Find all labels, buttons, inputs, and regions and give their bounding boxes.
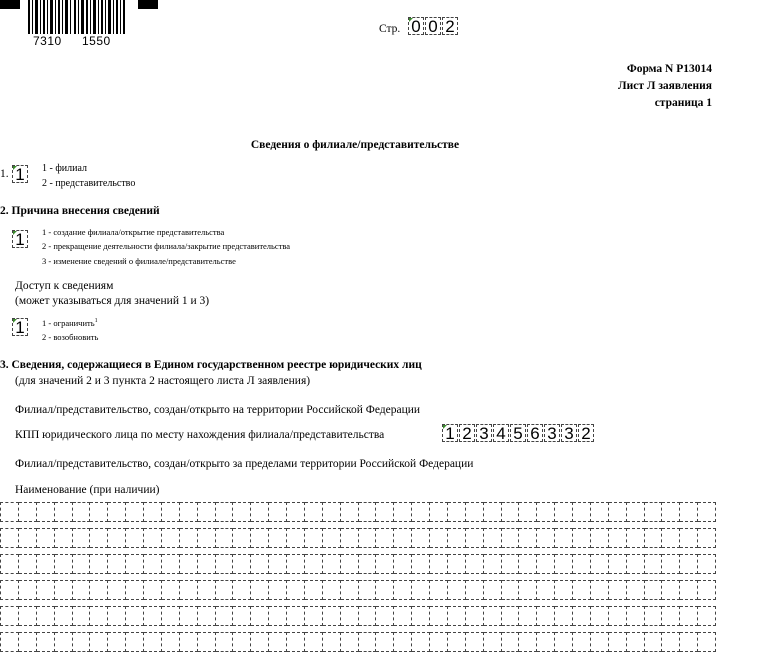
name-grid-cell[interactable]: [609, 632, 627, 652]
name-grid-cell[interactable]: [502, 528, 520, 548]
name-grid-cell[interactable]: [198, 554, 216, 574]
name-grid-cell[interactable]: [430, 554, 448, 574]
name-grid-cell[interactable]: [502, 632, 520, 652]
name-grid-cell[interactable]: [73, 632, 91, 652]
name-grid-cell[interactable]: [73, 528, 91, 548]
form-number: Форма N Р13014: [626, 63, 712, 75]
name-grid-cell[interactable]: [37, 554, 55, 574]
name-grid-cell[interactable]: [341, 554, 359, 574]
name-grid-cell[interactable]: [180, 606, 198, 626]
name-grid-cell[interactable]: [108, 606, 126, 626]
name-grid-cell[interactable]: [662, 554, 680, 574]
name-grid-cell[interactable]: [108, 502, 126, 522]
name-grid-cell[interactable]: [412, 580, 430, 600]
name-label: Наименование (при наличии): [15, 484, 160, 496]
name-grid-cell[interactable]: [645, 502, 663, 522]
name-grid-cell[interactable]: [466, 580, 484, 600]
name-grid-row[interactable]: [0, 554, 716, 574]
name-grid-cell[interactable]: [555, 632, 573, 652]
name-grid-cell[interactable]: [108, 554, 126, 574]
name-grid-cell[interactable]: [287, 580, 305, 600]
name-grid-cell[interactable]: [37, 632, 55, 652]
name-grid-cell[interactable]: [323, 632, 341, 652]
name-grid-cell[interactable]: [645, 632, 663, 652]
name-grid-row[interactable]: [0, 632, 716, 652]
name-grid-cell[interactable]: [251, 554, 269, 574]
name-grid-cell[interactable]: [269, 528, 287, 548]
name-grid-cell[interactable]: [73, 554, 91, 574]
name-grid-cell[interactable]: [341, 632, 359, 652]
name-grid-cell[interactable]: [537, 528, 555, 548]
section2-option-3: 3 - изменение сведений о филиале/представительстве: [42, 256, 236, 266]
name-grid-cell[interactable]: [448, 580, 466, 600]
name-grid-cell[interactable]: [180, 632, 198, 652]
name-grid-cell[interactable]: [412, 632, 430, 652]
name-grid-cell[interactable]: [305, 502, 323, 522]
name-grid-cell[interactable]: [269, 502, 287, 522]
name-grid-cell[interactable]: [537, 632, 555, 652]
name-grid-cell[interactable]: [269, 554, 287, 574]
access-field[interactable]: [12, 318, 29, 336]
name-grid-cell[interactable]: [412, 528, 430, 548]
name-grid-cell[interactable]: [287, 606, 305, 626]
name-grid-cell[interactable]: [680, 606, 698, 626]
name-grid-cell[interactable]: [573, 502, 591, 522]
sheet-page: страница 1: [654, 97, 712, 109]
section1-option-1: 1 - филиал: [42, 163, 88, 174]
name-grid-cell[interactable]: [305, 606, 323, 626]
name-grid-cell[interactable]: [376, 606, 394, 626]
foreign-territory-line: Филиал/представительство, создан/открыто за пределами территории Российской Федерации: [15, 458, 474, 470]
page-digit: 2: [442, 17, 458, 35]
name-grid-cell[interactable]: [162, 554, 180, 574]
name-grid-cell[interactable]: [680, 554, 698, 574]
name-grid-cell[interactable]: [341, 502, 359, 522]
page-digit: 0: [425, 17, 441, 35]
name-grid-cell[interactable]: [126, 606, 144, 626]
name-grid-cell[interactable]: [287, 502, 305, 522]
name-grid-cell[interactable]: [0, 580, 19, 600]
name-grid-cell[interactable]: [55, 554, 73, 574]
name-grid-cell[interactable]: [537, 606, 555, 626]
name-grid-cell[interactable]: [662, 606, 680, 626]
name-grid-cell[interactable]: [376, 502, 394, 522]
name-grid-cell[interactable]: [412, 502, 430, 522]
kpp-digit: 6: [527, 424, 543, 442]
name-grid-cell[interactable]: [430, 580, 448, 600]
page-label: Стр.: [379, 23, 401, 35]
name-grid-cell[interactable]: [0, 528, 19, 548]
name-grid-cell[interactable]: [680, 632, 698, 652]
name-grid-cell[interactable]: [466, 528, 484, 548]
footnote-mark: 1: [94, 318, 98, 325]
name-grid-cell[interactable]: [251, 528, 269, 548]
name-grid-cell[interactable]: [198, 580, 216, 600]
name-grid-cell[interactable]: [144, 502, 162, 522]
name-grid-cell[interactable]: [287, 632, 305, 652]
name-grid-cell[interactable]: [394, 606, 412, 626]
name-grid-cell[interactable]: [323, 580, 341, 600]
name-grid-cell[interactable]: [216, 606, 234, 626]
name-grid-cell[interactable]: [519, 580, 537, 600]
name-grid-cell[interactable]: [37, 528, 55, 548]
name-grid-cell[interactable]: [269, 606, 287, 626]
name-grid-cell[interactable]: [198, 528, 216, 548]
name-grid-cell[interactable]: [359, 554, 377, 574]
name-grid-cell[interactable]: [412, 606, 430, 626]
name-grid-cell[interactable]: [144, 606, 162, 626]
name-grid-cell[interactable]: [609, 580, 627, 600]
name-grid-cell[interactable]: [73, 580, 91, 600]
name-grid-cell[interactable]: [233, 528, 251, 548]
name-grid-cell[interactable]: [376, 528, 394, 548]
name-grid-cell[interactable]: [573, 528, 591, 548]
name-grid-cell[interactable]: [180, 502, 198, 522]
name-grid-cell[interactable]: [609, 554, 627, 574]
name-grid-cell[interactable]: [484, 606, 502, 626]
name-grid-cell[interactable]: [484, 502, 502, 522]
name-grid-cell[interactable]: [251, 502, 269, 522]
name-grid-cell[interactable]: [359, 502, 377, 522]
name-grid-cell[interactable]: [502, 606, 520, 626]
name-grid-cell[interactable]: [698, 502, 716, 522]
name-grid-cell[interactable]: [573, 632, 591, 652]
name-grid-cell[interactable]: [162, 502, 180, 522]
section3-subtitle: (для значений 2 и 3 пункта 2 настоящего листа Л заявления): [15, 375, 311, 387]
name-grid-row[interactable]: [0, 606, 716, 626]
name-grid-cell[interactable]: [627, 580, 645, 600]
name-grid-cell[interactable]: [609, 606, 627, 626]
name-grid-cell[interactable]: [19, 528, 37, 548]
name-grid-cell[interactable]: [573, 606, 591, 626]
name-grid-cell[interactable]: [37, 606, 55, 626]
name-grid-cell[interactable]: [591, 554, 609, 574]
name-grid-cell[interactable]: [216, 554, 234, 574]
name-grid-cell[interactable]: [198, 502, 216, 522]
rf-territory-line: Филиал/представительство, создан/открыто на территории Российской Федерации: [15, 404, 421, 416]
name-grid-cell[interactable]: [627, 632, 645, 652]
name-grid-cell[interactable]: [376, 580, 394, 600]
section2-title: 2. Причина внесения сведений: [0, 205, 160, 217]
name-grid-cell[interactable]: [591, 606, 609, 626]
name-grid-cell[interactable]: [341, 528, 359, 548]
section1-number: 1.: [0, 168, 9, 180]
name-grid-cell[interactable]: [698, 606, 716, 626]
kpp-digit: 5: [510, 424, 526, 442]
barcode-image: [24, 0, 128, 34]
name-grid-cell[interactable]: [233, 502, 251, 522]
section1-value: 1: [12, 165, 28, 183]
name-grid-cell[interactable]: [269, 580, 287, 600]
name-grid-cell[interactable]: [0, 502, 19, 522]
name-grid-cell[interactable]: [680, 580, 698, 600]
name-grid-cell[interactable]: [430, 606, 448, 626]
page-digit: 0: [408, 17, 424, 35]
name-grid-cell[interactable]: [180, 528, 198, 548]
section1-option-2: 2 - представительство: [42, 178, 136, 189]
name-grid-cell[interactable]: [19, 606, 37, 626]
name-grid-cell[interactable]: [37, 580, 55, 600]
name-grid-cell[interactable]: [73, 502, 91, 522]
name-grid-cell[interactable]: [162, 632, 180, 652]
name-grid-cell[interactable]: [430, 632, 448, 652]
sheet-name: Лист Л заявления: [618, 80, 712, 92]
name-grid-cell[interactable]: [537, 580, 555, 600]
name-grid-cell[interactable]: [55, 502, 73, 522]
barcode-number-left: 7310: [33, 34, 62, 48]
kpp-digit: 3: [476, 424, 492, 442]
name-grid-cell[interactable]: [233, 554, 251, 574]
name-grid-cell[interactable]: [466, 606, 484, 626]
name-grid-cell[interactable]: [609, 528, 627, 548]
name-grid-cell[interactable]: [555, 528, 573, 548]
name-grid-cell[interactable]: [305, 554, 323, 574]
name-grid-cell[interactable]: [233, 606, 251, 626]
access-note: (может указываться для значений 1 и 3): [15, 295, 210, 307]
name-grid-cell[interactable]: [627, 606, 645, 626]
name-grid-cell[interactable]: [323, 528, 341, 548]
name-grid-cell[interactable]: [233, 580, 251, 600]
name-grid-cell[interactable]: [519, 502, 537, 522]
name-grid-cell[interactable]: [233, 632, 251, 652]
name-grid-row[interactable]: [0, 528, 716, 548]
name-grid-cell[interactable]: [359, 580, 377, 600]
name-grid-cell[interactable]: [484, 580, 502, 600]
name-grid-cell[interactable]: [323, 606, 341, 626]
name-grid-cell[interactable]: [144, 554, 162, 574]
name-grid-cell[interactable]: [645, 554, 663, 574]
name-grid-cell[interactable]: [323, 554, 341, 574]
name-grid-row[interactable]: [0, 502, 716, 522]
name-grid-cell[interactable]: [55, 632, 73, 652]
name-grid-cell[interactable]: [19, 580, 37, 600]
name-grid-cell[interactable]: [180, 580, 198, 600]
name-grid-cell[interactable]: [680, 502, 698, 522]
name-grid-cell[interactable]: [645, 528, 663, 548]
name-grid-cell[interactable]: [0, 554, 19, 574]
name-grid-cell[interactable]: [573, 580, 591, 600]
name-grid-cell[interactable]: [126, 502, 144, 522]
kpp-digit: 4: [493, 424, 509, 442]
name-grid-cell[interactable]: [269, 632, 287, 652]
name-grid-cell[interactable]: [591, 502, 609, 522]
name-grid-cell[interactable]: [502, 554, 520, 574]
kpp-digit: 1: [442, 424, 458, 442]
name-grid-cell[interactable]: [305, 580, 323, 600]
name-grid-cell[interactable]: [645, 580, 663, 600]
name-grid-cell[interactable]: [90, 580, 108, 600]
kpp-digit: 2: [459, 424, 475, 442]
section3-title: 3. Сведения, содержащиеся в Едином государственном реестре юридических лиц: [0, 359, 422, 371]
name-grid-cell[interactable]: [484, 528, 502, 548]
name-grid-cell[interactable]: [126, 554, 144, 574]
name-grid-cell[interactable]: [0, 606, 19, 626]
name-grid-cell[interactable]: [126, 632, 144, 652]
name-grid-cell[interactable]: [662, 502, 680, 522]
name-grid-cell[interactable]: [448, 632, 466, 652]
name-grid-cell[interactable]: [394, 580, 412, 600]
name-grid-cell[interactable]: [627, 528, 645, 548]
name-grid-cell[interactable]: [484, 632, 502, 652]
section2-option-1: 1 - создание филиала/открытие представительства: [42, 227, 225, 237]
section2-field[interactable]: [12, 230, 29, 248]
name-grid-cell[interactable]: [323, 502, 341, 522]
name-grid-cell[interactable]: [108, 632, 126, 652]
name-grid-cell[interactable]: [37, 502, 55, 522]
kpp-digit: 3: [561, 424, 577, 442]
name-grid-cell[interactable]: [555, 580, 573, 600]
name-grid-cell[interactable]: [448, 606, 466, 626]
name-grid-cell[interactable]: [341, 606, 359, 626]
name-grid-cell[interactable]: [502, 502, 520, 522]
name-grid-cell[interactable]: [394, 502, 412, 522]
name-grid-cell[interactable]: [216, 632, 234, 652]
name-grid-cell[interactable]: [430, 528, 448, 548]
name-grid-cell[interactable]: [591, 632, 609, 652]
name-grid-cell[interactable]: [144, 632, 162, 652]
name-grid-cell[interactable]: [412, 554, 430, 574]
name-grid-cell[interactable]: [216, 528, 234, 548]
name-grid-cell[interactable]: [180, 554, 198, 574]
name-grid-cell[interactable]: [519, 554, 537, 574]
name-grid-cell[interactable]: [573, 554, 591, 574]
access-option-1: 1 - ограничить$^1$: [42, 318, 98, 328]
name-grid-cell[interactable]: [627, 554, 645, 574]
name-grid-cell[interactable]: [198, 606, 216, 626]
name-grid-cell[interactable]: [448, 528, 466, 548]
name-grid-cell[interactable]: [537, 502, 555, 522]
kpp-field[interactable]: [442, 424, 595, 442]
name-grid-cell[interactable]: [305, 632, 323, 652]
name-grid-cell[interactable]: [359, 528, 377, 548]
kpp-label: КПП юридического лица по месту нахождения филиала/представительства: [15, 429, 385, 441]
name-grid-cell[interactable]: [662, 528, 680, 548]
name-grid-cell[interactable]: [394, 554, 412, 574]
name-grid-cell[interactable]: [555, 502, 573, 522]
page-title: Сведения о филиале/представительстве: [250, 139, 460, 151]
name-grid-cell[interactable]: [698, 554, 716, 574]
name-grid-cell[interactable]: [645, 606, 663, 626]
name-grid-cell[interactable]: [376, 554, 394, 574]
name-grid-cell[interactable]: [448, 502, 466, 522]
name-grid-cell[interactable]: [73, 606, 91, 626]
name-grid-cell[interactable]: [90, 554, 108, 574]
name-grid-cell[interactable]: [466, 632, 484, 652]
name-grid-cell[interactable]: [108, 528, 126, 548]
name-grid-cell[interactable]: [376, 632, 394, 652]
name-grid-cell[interactable]: [609, 502, 627, 522]
name-grid-cell[interactable]: [466, 554, 484, 574]
name-grid-cell[interactable]: [359, 606, 377, 626]
name-grid-cell[interactable]: [251, 632, 269, 652]
kpp-digit: 2: [578, 424, 594, 442]
name-grid-cell[interactable]: [90, 632, 108, 652]
name-grid-cell[interactable]: [19, 632, 37, 652]
section2-option-2: 2 - прекращение деятельности филиала/закрытие представительства: [42, 241, 291, 251]
name-grid-cell[interactable]: [537, 554, 555, 574]
corner-mark-right: [138, 0, 158, 9]
name-grid-row[interactable]: [0, 580, 716, 600]
name-grid-cell[interactable]: [216, 502, 234, 522]
name-grid-cell[interactable]: [251, 606, 269, 626]
name-grid-cell[interactable]: [144, 580, 162, 600]
name-grid-cell[interactable]: [698, 580, 716, 600]
name-grid-cell[interactable]: [519, 606, 537, 626]
name-grid-cell[interactable]: [591, 528, 609, 548]
name-grid-cell[interactable]: [394, 528, 412, 548]
name-grid-cell[interactable]: [216, 580, 234, 600]
name-grid-cell[interactable]: [251, 580, 269, 600]
name-grid-cell[interactable]: [448, 554, 466, 574]
name-grid-cell[interactable]: [19, 502, 37, 522]
corner-mark-left: [0, 0, 20, 9]
name-grid-cell[interactable]: [662, 632, 680, 652]
name-grid-cell[interactable]: [126, 580, 144, 600]
name-grid-cell[interactable]: [287, 528, 305, 548]
access-option-2: 2 - возобновить: [42, 332, 99, 342]
name-grid-cell[interactable]: [162, 606, 180, 626]
name-grid-cell[interactable]: [108, 580, 126, 600]
name-grid-cell[interactable]: [591, 580, 609, 600]
name-grid-cell[interactable]: [430, 502, 448, 522]
name-grid-cell[interactable]: [627, 502, 645, 522]
name-grid-cell[interactable]: [162, 580, 180, 600]
name-grid-cell[interactable]: [680, 528, 698, 548]
name-grid-cell[interactable]: [126, 528, 144, 548]
name-grid-cell[interactable]: [0, 632, 19, 652]
section2-value: 1: [12, 230, 28, 248]
name-grid-cell[interactable]: [698, 528, 716, 548]
section1-field[interactable]: [12, 165, 29, 183]
name-grid-cell[interactable]: [466, 502, 484, 522]
name-grid-cell[interactable]: [394, 632, 412, 652]
kpp-digit: 3: [544, 424, 560, 442]
name-grid-cell[interactable]: [555, 606, 573, 626]
name-grid-cell[interactable]: [90, 502, 108, 522]
name-grid-cell[interactable]: [305, 528, 323, 548]
name-grid-cell[interactable]: [55, 580, 73, 600]
page-number-field[interactable]: [408, 17, 459, 35]
name-grid-cell[interactable]: [698, 632, 716, 652]
name-grid-cell[interactable]: [90, 606, 108, 626]
access-value: 1: [12, 318, 28, 336]
name-grid-cell[interactable]: [359, 632, 377, 652]
name-grid-cell[interactable]: [287, 554, 305, 574]
name-grid-cell[interactable]: [519, 528, 537, 548]
name-grid-cell[interactable]: [90, 528, 108, 548]
name-grid-cell[interactable]: [662, 580, 680, 600]
barcode-number-right: 1550: [82, 34, 111, 48]
access-title: Доступ к сведениям: [15, 280, 114, 292]
name-grid-cell[interactable]: [519, 632, 537, 652]
name-grid-cell[interactable]: [162, 528, 180, 548]
name-grid-cell[interactable]: [341, 580, 359, 600]
name-grid-cell[interactable]: [198, 632, 216, 652]
name-grid-cell[interactable]: [55, 528, 73, 548]
name-grid-cell[interactable]: [55, 606, 73, 626]
name-grid-cell[interactable]: [502, 580, 520, 600]
name-grid-cell[interactable]: [144, 528, 162, 548]
name-grid-cell[interactable]: [555, 554, 573, 574]
name-grid-cell[interactable]: [19, 554, 37, 574]
name-grid-cell[interactable]: [484, 554, 502, 574]
